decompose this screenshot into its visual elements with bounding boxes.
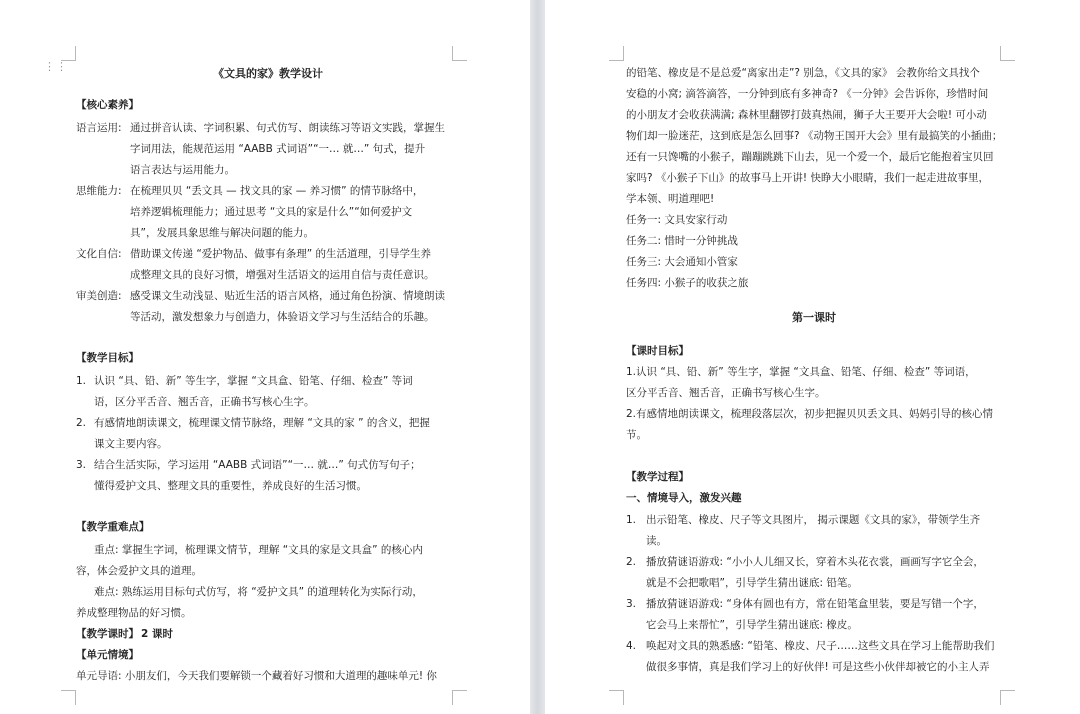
document-page-right <box>545 0 1080 714</box>
page-corner-mark <box>1000 690 1015 705</box>
page-corner-mark <box>61 46 76 61</box>
document-title: 《文具的家》教学设计 <box>213 67 323 80</box>
core-label: 文化自信: <box>76 248 122 260</box>
body-line: 安稳的小窝; 滴答滴答，一分钟到底有多神奇? 《一分钟》会告诉你，珍惜时间 <box>626 88 989 100</box>
step-number: 3. <box>626 598 637 610</box>
task-item: 任务三: 大会通知小管家 <box>626 256 738 268</box>
core-text-line: 字词用法，能规范运用 “AABB 式词语”“一… 就…” 句式，提升 <box>130 143 426 155</box>
step-text-line: 就是不会把歌唱”，引导学生猜出谜底: 铅笔。 <box>646 577 858 589</box>
section-heading-scenario: 【单元情境】 <box>76 649 139 661</box>
task-item: 任务二: 惜时一分钟挑战 <box>626 235 738 247</box>
key-point-line: 容，体会爱护文具的道理。 <box>76 565 202 577</box>
core-text-line: 具”，发展具象思维与解决问题的能力。 <box>130 227 314 239</box>
page-corner-mark <box>609 690 624 705</box>
goal-text-line: 认识 “具、铅、新” 等生字，掌握 “文具盒、铅笔、仔细、检查” 等词 <box>94 375 413 387</box>
lesson-title: 第一课时 <box>792 311 836 324</box>
core-text-line: 在梳理贝贝 “丢文具 — 找文具的家 — 养习惯” 的情节脉络中， <box>130 185 424 197</box>
key-point-line: 重点: 掌握生字词，梳理课文情节，理解 “文具的家是文具盒” 的核心内 <box>94 544 423 556</box>
section-heading-lesson-goals: 【课时目标】 <box>626 345 689 357</box>
goal-number: 2. <box>76 417 87 429</box>
step-text-line: 唤起对文具的熟悉感: “铅笔、橡皮、尺子……这些文具在学习上能帮助我们 <box>646 640 995 652</box>
body-line: 物们却一脸迷茫，这到底是怎么回事? 《动物王国开大会》里有最搞笑的小插曲； <box>626 130 1003 142</box>
core-text-line: 感受课文生动浅显、贴近生活的语言风格，通过角色扮演、情境朗读 <box>130 290 445 302</box>
goal-text-line: 懂得爱护文具、整理文具的重要性，养成良好的生活习惯。 <box>94 480 367 492</box>
core-text-line: 成整理文具的良好习惯，增强对生活语文的运用自信与责任意识。 <box>130 269 435 281</box>
core-text-line: 借助课文传递 “爱护物品、做事有条理” 的生活道理，引导学生养 <box>130 248 432 260</box>
section-heading-process: 【教学过程】 <box>626 471 689 483</box>
page-corner-mark <box>452 46 467 61</box>
page-corner-mark <box>452 690 467 705</box>
lesson-goal-line: 节。 <box>626 429 647 441</box>
core-label: 审美创造: <box>76 290 122 302</box>
section-heading-goals: 【教学目标】 <box>76 352 139 364</box>
section-heading-key-points: 【教学重难点】 <box>76 521 150 533</box>
page-corner-mark <box>1000 46 1015 61</box>
task-item: 任务四: 小猴子的收获之旅 <box>626 277 749 289</box>
task-item: 任务一: 文具安家行动 <box>626 214 728 226</box>
body-line: 的铅笔、橡皮是不是总爱“离家出走”? 别急，《文具的家》 会教你给文具找个 <box>626 67 980 79</box>
goal-text-line: 课文主要内容。 <box>94 438 168 450</box>
body-line: 的小朋友才会收获满满; 森林里翻锣打鼓真热闹，狮子大王要开大会啦! 可小动 <box>626 109 987 121</box>
goal-text-line: 语，区分平舌音、翘舌音，正确书写核心生字。 <box>94 396 315 408</box>
step-text-line: 播放猜谜语游戏: “小小人儿细又长，穿着木头花衣裳，画画写字它全会， <box>646 556 984 568</box>
scenario-line: 单元导语: 小朋友们，今天我们要解锁一个藏着好习惯和大道理的趣味单元! 你 <box>76 670 437 682</box>
goal-text-line: 结合生活实际，学习运用 “AABB 式词语”“一… 就…” 句式仿写句子； <box>94 459 421 471</box>
hours-value: 2 课时 <box>141 628 173 640</box>
lesson-goal-line: 2.有感情地朗读课文，梳理段落层次，初步把握贝贝丢文具、妈妈引导的核心情 <box>626 408 994 420</box>
drag-handle-icon[interactable]: ⋮⋮ <box>44 60 68 73</box>
core-text-line: 等活动，激发想象力与创造力，体验语文学习与生活结合的乐趣。 <box>130 311 435 323</box>
step-text-line: 出示铅笔、橡皮、尺子等文具图片， 揭示课题《文具的家》，带领学生齐 <box>646 514 981 526</box>
body-line: 还有一只馋嘴的小猴子，蹦蹦跳跳下山去，见一个爱一个，最后它能抱着宝贝回 <box>626 151 994 163</box>
key-point-line: 难点: 熟练运用目标句式仿写，将 “爱护文具” 的道理转化为实际行动， <box>94 586 423 598</box>
body-line: 家吗? 《小猴子下山》的故事马上开讲! 快睁大小眼睛，我们一起走进故事里， <box>626 172 989 184</box>
step-text-line: 做很多事情，真是我们学习上的好伙伴! 可是这些小伙伴却被它的小主人弄 <box>646 661 990 673</box>
page-corner-mark <box>609 46 624 61</box>
process-section-title: 一、情境导入，激发兴趣 <box>626 492 742 504</box>
core-text-line: 语言表达与运用能力。 <box>130 164 235 176</box>
goal-number: 3. <box>76 459 87 471</box>
page-corner-mark <box>61 690 76 705</box>
core-label: 语言运用: <box>76 122 122 134</box>
step-number: 1. <box>626 514 637 526</box>
step-number: 2. <box>626 556 637 568</box>
core-text-line: 培养逻辑梳理能力；通过思考 “文具的家是什么”“如何爱护文 <box>130 206 413 218</box>
step-text-line: 读。 <box>646 535 667 547</box>
goal-text-line: 有感情地朗读课文，梳理课文情节脉络，理解 “文具的家 ” 的含义，把握 <box>94 417 430 429</box>
lesson-goal-line: 1.认识 “具、铅、新” 等生字，掌握 “文具盒、铅笔、仔细、检查” 等词语， <box>626 366 976 378</box>
core-text-line: 通过拼音认读、字词积累、句式仿写、朗读练习等语文实践，掌握生 <box>130 122 445 134</box>
page-gutter <box>530 0 545 714</box>
step-text-line: 播放猜谜语游戏: “身体有圆也有方，常在铅笔盒里装，要是写错一个字， <box>646 598 984 610</box>
goal-number: 1. <box>76 375 87 387</box>
step-text-line: 它会马上来帮忙”，引导学生猜出谜底: 橡皮。 <box>646 619 858 631</box>
key-point-line: 养成整理物品的好习惯。 <box>76 607 192 619</box>
step-number: 4. <box>626 640 637 652</box>
section-heading-hours: 【教学课时】 <box>76 628 139 640</box>
body-line: 学本领、明道理吧! <box>626 193 715 205</box>
document-page-left <box>0 0 530 714</box>
section-heading-core: 【核心素养】 <box>76 99 139 111</box>
lesson-goal-line: 区分平舌音、翘舌音，正确书写核心生字。 <box>626 387 826 399</box>
core-label: 思维能力: <box>76 185 122 197</box>
